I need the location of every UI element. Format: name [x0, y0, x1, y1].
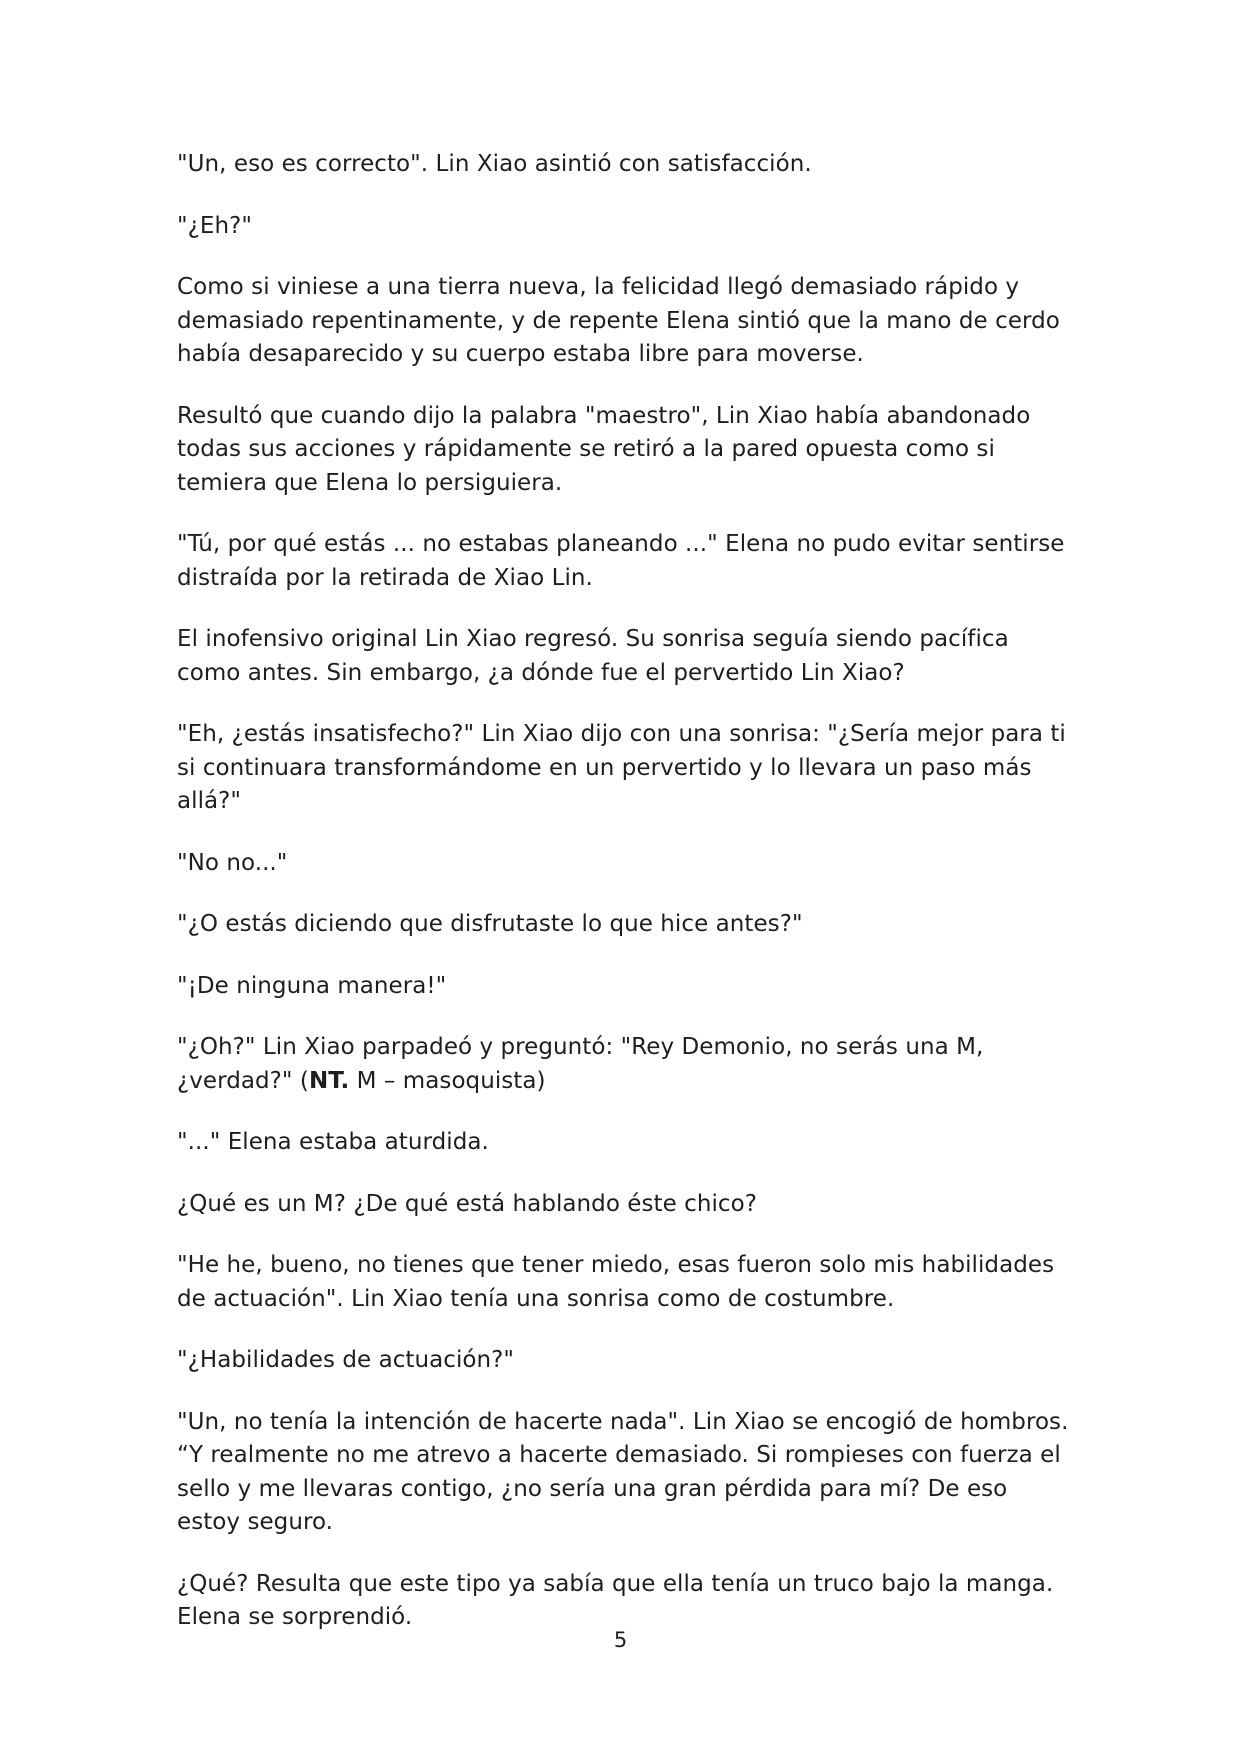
- paragraph: ¿Qué? Resulta que este tipo ya sabía que ella tenía un truco bajo la manga. Elena se sorprendió.: [177, 1570, 1054, 1630]
- page-body: [177, 148, 1077, 1663]
- paragraph: "Un, eso es correcto". Lin Xiao asintió con satisfacción.: [177, 151, 812, 177]
- note-paragraph: [177, 1031, 1077, 1098]
- paragraph: "¿Eh?": [177, 212, 252, 239]
- translator-note-label: NT.: [308, 1067, 350, 1094]
- paragraph: "Un, no tenía la intención de hacerte nada". Lin Xiao se encogió de hombros. “Y realmente no me atrevo a hacerte demasiado. Si rompieses con fuerza el sello y me llevaras contigo, ¿no sería una gran pérdida para mí? De eso estoy seguro.: [177, 1408, 1069, 1535]
- paragraph: Resultó que cuando dijo la palabra "maestro", Lin Xiao había abandonado todas sus acciones y rápidamente se retiró a la pared opuesta como si temiera que Elena lo persiguiera.: [177, 402, 1031, 496]
- paragraph: "Eh, ¿estás insatisfecho?" Lin Xiao dijo con una sonrisa: "¿Sería mejor para ti si continuara transformándome en un pervertido y lo llevara un paso más allá?": [177, 721, 1066, 814]
- note-text-after: M – masoquista): [349, 1067, 546, 1094]
- paragraph: "Tú, por qué estás ... no estabas planeando ..." Elena no pudo evitar sentirse distraída por la retirada de Xiao Lin.: [177, 531, 1065, 591]
- note-text-before: "¿Oh?" Lin Xiao parpadeó y preguntó: "Rey Demonio, no serás una M, ¿verdad?" (: [177, 1034, 984, 1094]
- paragraph: El inofensivo original Lin Xiao regresó. Su sonrisa seguía siendo pacífica como antes. Sin embargo, ¿a dónde fue el pervertido Lin Xiao?: [177, 626, 1009, 686]
- paragraph: "¿O estás diciendo que disfrutaste lo que hice antes?": [177, 911, 803, 937]
- paragraph: "He he, bueno, no tienes que tener miedo, esas fueron solo mis habilidades de actuación". Lin Xiao tenía una sonrisa como de costumbre.: [177, 1252, 1055, 1312]
- paragraph: "..." Elena estaba aturdida.: [177, 1129, 489, 1155]
- paragraph: ¿Qué es un M? ¿De qué está hablando éste chico?: [177, 1190, 758, 1217]
- paragraph: "¡De ninguna manera!": [177, 972, 447, 999]
- paragraph: "¿Habilidades de actuación?": [177, 1347, 515, 1373]
- paragraph: Como si viniese a una tierra nueva, la felicidad llegó demasiado rápido y demasiado repentinamente, y de repente Elena sintió que la mano de cerdo había desaparecido y su cuerpo estaba libre para moverse.: [177, 274, 1060, 367]
- page-number: 5: [613, 1628, 628, 1652]
- paragraph: "No no...": [177, 849, 288, 876]
